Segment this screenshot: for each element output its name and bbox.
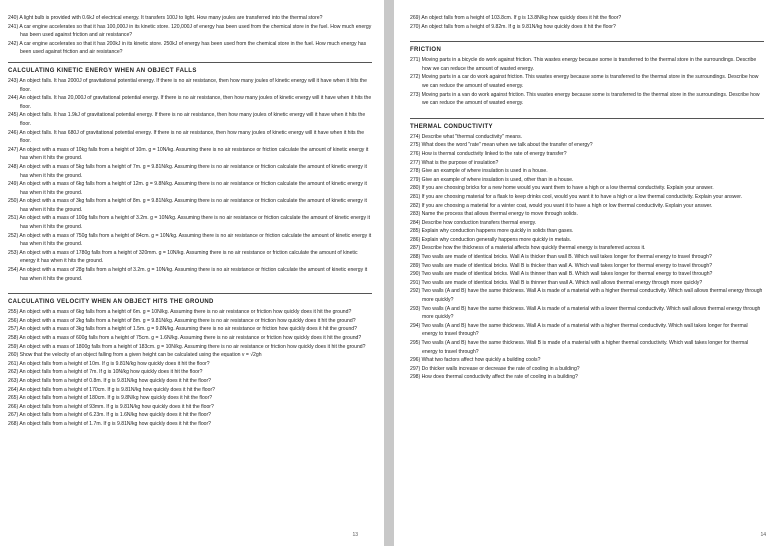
question: 298) How does thermal conductivity affect the rate of cooling in a building? (410, 374, 578, 381)
question: 255) An object with a mass of 6kg falls from a height of 6m. g = 10N/kg. Assuming there is no air resistance or friction how quickly does it hit the ground? (8, 309, 352, 316)
question: 277) What is the purpose of insulation? (410, 159, 499, 166)
question: 257) An object with a mass of 3kg falls from a height of 1.5m. g = 9.8N/kg. Assuming there is no air resistance or friction how quickly does it hit the ground? (8, 326, 357, 333)
question: 256) An object with a mass of 2kg falls from a height of 8m. g = 9.81N/kg. Assuming there is no air resistance or friction how quickly does it hit the ground? (8, 317, 356, 324)
friction-question-list (410, 56, 764, 108)
question: 248) An object with a mass of 5kg falls from a height of 7m. g = 9.81N/kg. Assuming there is no air resistance or friction calculate the amount of kinetic energy it has when it hits the ground. (8, 163, 367, 179)
question: 286) Explain why conduction generally happens more quickly in metals. (410, 236, 572, 243)
question: 259) An object with a mass of 1800g falls from a height of 183cm. g = 10N/kg. Assuming there is no air resistance or friction how quickly does it hit the ground? (8, 343, 366, 350)
question: 267) An object falls from a height of 6.23m. If g is 1.6N/kg how quickly does it hit the floor? (8, 412, 212, 419)
question: 295) Two walls (A and B) have the same thickness. Wall B is made of a material with a higher thermal conductivity. Which wall takes longer for thermal energy to travel through? (410, 340, 749, 355)
page-gutter (384, 0, 394, 546)
question: 289) Two walls are made of identical bricks. Wall B is thicker than wall A. Which wall takes longer for thermal energy to travel through? (410, 262, 713, 269)
question: 269) An object falls from a height of 103.8cm. If g is 13.8N/kg how quickly does it hit the floor? (410, 15, 622, 21)
question: 242) A car engine accelerates so that it has 200kJ in its kinetic store. 250kJ of energy has been used from the chemical store in the fuel. How much energy has been used against friction and air resistance? (8, 40, 367, 56)
question: 249) An object with a mass of 6kg falls from a height of 12m. g = 9.8N/kg. Assuming there is no air resistance or friction calculate the amount of kinetic energy it has when it hits the ground. (8, 181, 367, 196)
question: 251) An object with a mass of 100g falls from a height of 3.2m. g = 10N/kg. Assuming there is no air resistance or friction calculate the amount of kinetic energy it has when it hits the ground. (8, 215, 370, 231)
question: 287) Describe how the thickness of a material affects how quickly thermal energy is transferred across it. (410, 245, 646, 252)
section-heading-thermal-conductivity: THERMAL CONDUCTIVITY (410, 118, 764, 132)
question: 265) An object falls from a height of 180cm. If g is 9.8N/kg how quickly does it hit the floor? (8, 395, 213, 402)
question: 293) Two walls (A and B) have the same thickness. Wall A is made of a material with a lower thermal conductivity. Which wall allows thermal energy through more quickly? (410, 305, 761, 321)
question: 245) An object falls. It has 1.9kJ of gravitational potential energy. If there is no air resistance, then how many joules of kinetic energy will it have when it hits the floor. (8, 112, 366, 127)
question: 263) An object falls from a height of 0.8m. If g is 9.81N/kg how quickly does it hit the floor? (8, 377, 212, 384)
section-heading-kinetic-energy: CALCULATING KINETIC ENERGY WHEN AN OBJECT FALLS (8, 62, 372, 76)
question: 268) An object falls from a height of 1.7m. If g is 9.81N/kg how quickly does it hit the floor? (8, 420, 212, 427)
velocity-question-list (8, 308, 372, 428)
kinetic-energy-question-list (8, 77, 372, 283)
question: 274) Describe what "thermal conductivity" means. (410, 133, 523, 140)
question: 273) Moving parts in a van do work against friction. This wastes energy because some is transferred to the thermal store in the surroundings. Describe how we can reduce the amount of wasted energy. (410, 91, 760, 107)
question: 266) An object falls from a height of 93mm. If g is 9.81N/kg how quickly does it hit the floor? (8, 403, 214, 410)
section-heading-friction: FRICTION (410, 41, 764, 55)
page-14 (394, 0, 778, 546)
question: 275) What does the word "rate" mean when we talk about the transfer of energy? (410, 142, 593, 149)
page-13 (0, 0, 384, 546)
question: 276) How is thermal conductivity linked to the rate of energy transfer? (410, 150, 567, 157)
question: 258) An object with a mass of 600g falls from a height of 75cm. g = 1.6N/kg. Assuming there is no air resistance or friction how quickly does it hit the ground? (8, 335, 362, 341)
question: 243) An object falls. It has 2000J of gravitational potential energy. If there is no air resistance, then how many joules of kinetic energy will it have when it hits the floor. (8, 77, 367, 93)
question: 264) An object falls from a height of 170cm. If g is 9.81N/kg how quickly does it hit the floor? (8, 386, 215, 393)
question: 297) Do thicker walls increase or decrease the rate of cooling in a building? (410, 365, 580, 372)
question: 261) An object falls from a height of 10m. If g is 9.81N/kg how quickly does it hit the floor? (8, 360, 210, 367)
question: 250) An object with a mass of 3kg falls from a height of 8m. g = 9.81N/kg. Assuming there is no air resistance or friction calculate the amount of kinetic energy it has when it hits the ground. (8, 198, 367, 213)
question: 247) An object with a mass of 10kg falls from a height of 10m. g = 10N/kg. Assuming there is no air resistance or friction calculate the amount of kinetic energy it has when it hits the ground. (8, 146, 369, 162)
intro-question-list (410, 14, 764, 31)
question: 252) An object with a mass of 750g falls from a height of 84cm. g = 10N/kg. Assuming there is no air resistance or friction calculate the amount of kinetic energy it has when it hits the ground. (8, 232, 372, 248)
question: 260) Show that the velocity of an object falling from a given height can be calculated using the equation v = √2gh (8, 352, 262, 359)
question: 241) A car engine accelerates so that it has 100,000J in its kinetic store. 120,000J of energy has been used from the chemical store in the fuel. How much energy has been used against friction and air resistance? (8, 23, 372, 39)
question: 280) If you are choosing bricks for a new home would you want them to have a high or a low thermal conductivity. Explain your answer. (410, 185, 714, 192)
question: 279) Give an example of where insulation is used, other than in a house. (410, 176, 574, 183)
question: 283) Name the process that allows thermal energy to move through solids. (410, 211, 578, 218)
question: 244) An object falls. It has 20,000J of gravitational potential energy. If there is no air resistance, then how many joules of kinetic energy will it have when it hits the floor. (8, 95, 372, 110)
question: 288) Two walls are made of identical bricks. Wall A is thicker than wall B. Which wall takes longer for thermal energy to travel through? (410, 254, 712, 261)
question: 272) Moving parts in a car do work against friction. This wastes energy because some is transferred to the thermal store in the surroundings. Describe how we can reduce the amount of wasted energy. (410, 74, 759, 89)
question: 281) If you are choosing material for a flask to keep drinks cool, would you want it to have a high or a low thermal conductivity. Explain your answer. (410, 193, 743, 200)
section-heading-velocity: CALCULATING VELOCITY WHEN AN OBJECT HITS THE GROUND (8, 293, 372, 307)
question: 278) Give an example of where insulation is used in a house. (410, 168, 548, 175)
question: 254) An object with a mass of 28g falls from a height of 3.2m. g = 10N/kg. Assuming there is no air resistance or friction calculate the amount of kinetic energy it has when it hits the ground. (8, 267, 368, 282)
question: 240) A light bulb is provided with 0.6kJ of electrical energy. It transfers 100J to light. How many joules are transferred into the thermal store? (8, 15, 323, 21)
question: 284) Describe how conduction transfers thermal energy. (410, 219, 537, 226)
question: 271) Moving parts in a bicycle do work against friction. This wastes energy because some is transferred to the thermal store in the surroundings. Describe how we can reduce the amount of wasted energy. (410, 57, 757, 72)
question: 290) Two walls are made of identical bricks. Wall A is thinner than wall B. Which wall takes longer for thermal energy to travel through? (410, 271, 713, 278)
question: 292) Two walls (A and B) have the same thickness. Wall A is made of a material with a higher thermal conductivity. Which wall allows thermal energy through more quickly? (410, 288, 763, 304)
intro-question-list (8, 14, 372, 57)
page-number: 14 (760, 532, 766, 538)
question: 285) Explain why conduction happens more quickly in solids than gases. (410, 228, 574, 235)
question: 262) An object falls from a height of 7m. If g is 10N/kg how quickly does it hit the floor? (8, 369, 203, 376)
page-number: 13 (352, 532, 358, 538)
question: 253) An object with a mass of 1780g falls from a height of 320mm. g = 10N/kg. Assuming there is no air resistance or friction calculate the amount of kinetic energy it has when it hits the ground. (8, 249, 358, 265)
question: 296) What two factors affect how quickly a building cools? (410, 357, 541, 364)
question: 291) Two walls are made of identical bricks. Wall B is thinner than wall A. Which wall allows thermal energy through more quickly? (410, 279, 703, 286)
question: 282) If you are choosing a material for a winter coat, would you want it to have a high or low thermal conductivity. Explain your answer. (410, 202, 713, 209)
question: 294) Two walls (A and B) have the same thickness. Wall A is made of a material with a higher thermal conductivity. Which wall takes longer for thermal energy to travel through? (410, 322, 748, 338)
question: 246) An object falls. It has 680J of gravitational potential energy. If there is no air resistance, then how many joules of kinetic energy will it have when it hits the floor. (8, 129, 365, 145)
thermal-question-list (410, 133, 764, 382)
question: 270) An object falls from a height of 9.82m. If g is 9.81N/kg how quickly does it hit the floor? (410, 23, 616, 30)
